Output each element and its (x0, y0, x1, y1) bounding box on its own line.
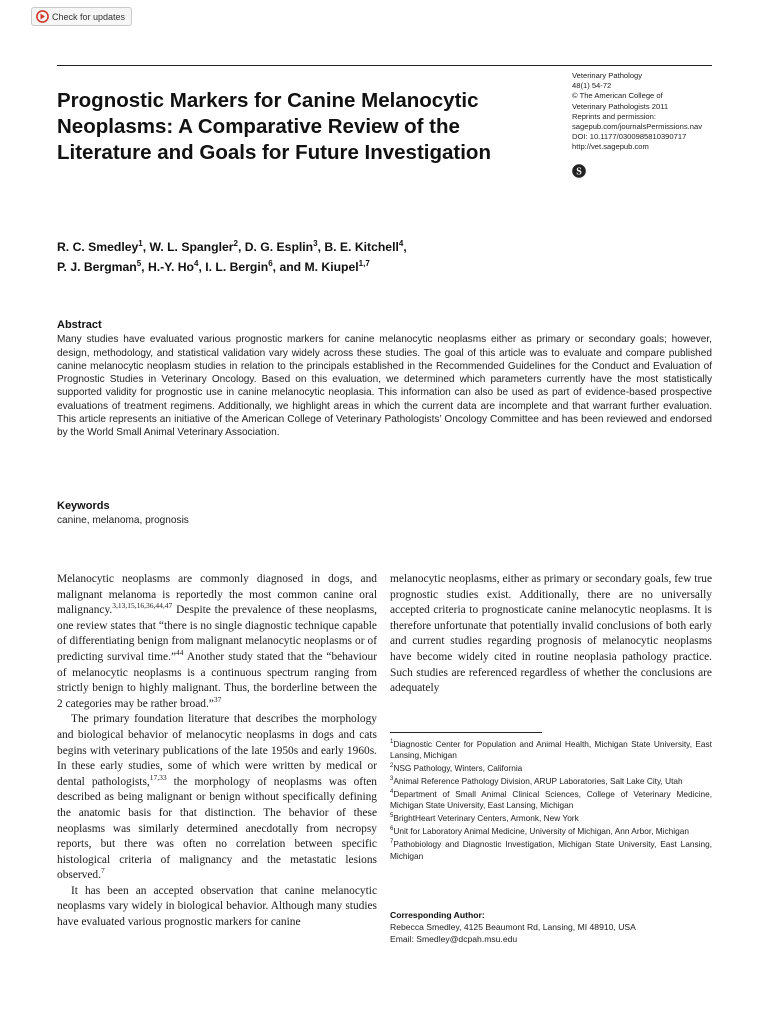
journal-info-line: 48(1) 54-72 (572, 81, 612, 91)
affiliations (390, 739, 712, 864)
author-name: H.-Y. Ho (147, 260, 194, 274)
body-text: Melanocytic neoplasms are commonly diagnosed in dogs, and malignant melanoma is reportedly the most common canine oral malignancy. (57, 573, 377, 617)
author-affiliation-mark: 5 (136, 258, 142, 268)
journal-info-line: DOI: 10.1177/0300985810390717 (572, 132, 687, 142)
author-name: B. E. Kitchell (324, 240, 399, 254)
journal-info-line: © The American College of (572, 91, 663, 101)
header-rule (57, 65, 712, 66)
citation-ref: 44 (176, 648, 184, 658)
body-paragraph (57, 712, 377, 884)
affiliation-number: 2 (390, 763, 394, 770)
abstract-text: Many studies have evaluated various prognostic markers for canine melanocytic neoplasms either as primary or secondary goals; however, design, methodology, and statistical validation vary widely across these studies. The goal of this article was to evaluate and compare published canine melanocytic neoplasm studies in relation to the principals established in the Recommended Guidelines for the Conduct and Evaluation of Prognostic Studies in Veterinary Oncology. Based on this evaluation, we determined which parameters currently have the most statistically supported validity for prognostic use in canine melanocytic neoplasia. This information can also be used as part of evidence-based prospective evaluations of treatment regimens. Additionally, we highlight areas in which the current data are incomplete and that warrant further evaluation. This article represents an initiative of the American College of Veterinary Pathologists’ Oncology Committee and has been reviewed and endorsed by the World Small Animal Veterinary Association. (57, 334, 712, 439)
sage-logo-icon (572, 164, 586, 183)
author-affiliation-mark: 4 (194, 258, 199, 268)
affiliation-number: 3 (390, 776, 394, 783)
affiliation (390, 826, 712, 837)
author-separator: , (141, 260, 148, 274)
author-separator: , (403, 240, 407, 254)
affiliation-number: 4 (390, 789, 394, 796)
corresponding-line: Rebecca Smedley, 4125 Beaumont Rd, Lansing, MI 48910, USA (390, 922, 636, 932)
author-separator: , (142, 240, 150, 254)
article-title: Prognostic Markers for Canine Melanocytic Neoplasms: A Comparative Review of the Literature and Goals for Future Investigation (57, 89, 491, 164)
check-updates-icon (36, 10, 49, 23)
author-affiliation-mark: 3 (313, 238, 318, 248)
affiliation (390, 776, 712, 787)
affiliation-number: 6 (390, 826, 394, 833)
body-text: melanocytic neoplasms, either as primary or secondary goals, few true prognostic studies exist. Additionally, there are no universally accepted criteria to prognosticate canine melanocytic neoplasms. It is therefore unfortunate that potentially invalid conclusions of both early and current studies regarding prognosis of melanocytic neoplasms have become widely cited in routine neoplasia pathology practice. Such studies are referenced regardless of whether the conclusions are adequately (390, 573, 712, 695)
body-text: It has been an accepted observation that canine melanocytic neoplasms vary widely in biological behavior. Although many studies have evaluated various prognostic markers for canine (57, 884, 377, 929)
author-affiliation-mark: 1 (138, 238, 143, 248)
affiliation-text: Diagnostic Center for Population and Animal Health, Michigan State University, East Lansing, Michigan (390, 739, 712, 761)
affiliation-text: Unit for Laboratory Animal Medicine, University of Michigan, Ann Arbor, Michigan (393, 826, 689, 837)
affiliation (390, 763, 712, 774)
author-name: W. L. Spangler (149, 240, 234, 254)
check-updates-label: Check for updates (52, 11, 126, 22)
check-for-updates-button[interactable] (31, 7, 132, 26)
abstract-section (57, 319, 712, 440)
author-separator: , (317, 240, 325, 254)
affiliation-number: 5 (390, 813, 394, 820)
citation-ref: 17,33 (149, 772, 167, 782)
journal-info (572, 71, 722, 153)
author-separator: , (198, 260, 206, 274)
body-paragraph (57, 572, 377, 712)
affiliation-number: 7 (390, 839, 394, 846)
affiliation (390, 739, 712, 761)
affiliation-text: Pathobiology and Diagnostic Investigation, Michigan State University, East Lansing, Michigan (390, 839, 712, 861)
affiliation-text: BrightHeart Veterinary Centers, Armonk, New York (393, 813, 579, 824)
abstract-heading: Abstract (57, 319, 102, 331)
corresponding-heading: Corresponding Author: (390, 910, 485, 920)
author-name: M. Kiupel (304, 260, 359, 274)
citation-ref: 7 (100, 866, 105, 876)
author-separator: , and (272, 260, 305, 274)
journal-info-line: Reprints and permission: (572, 111, 656, 121)
corresponding-line: Email: Smedley@dcpah.msu.edu (390, 934, 518, 944)
affiliation-text: Animal Reference Pathology Division, ARUP Laboratories, Salt Lake City, Utah (393, 776, 683, 787)
author-separator: , (237, 240, 245, 254)
corresponding-author (390, 909, 712, 945)
author-affiliation-mark: 6 (268, 258, 273, 268)
affiliation-text: Department of Small Animal Clinical Sciences, College of Veterinary Medicine, Michigan State University, East Lansing, Michigan (390, 789, 712, 811)
author-affiliation-mark: 2 (233, 238, 238, 248)
body-text: the morphology of neoplasms was often described as being malignant or benign without specifically defining the anatomic basis for that distinction. The behavior of these neoplasms was similarly determined anecdotally from necropsy reports, but there was often no correlation between specific histological criteria of malignancy and the metastatic lesions observed. (57, 775, 377, 882)
affiliation (390, 813, 712, 824)
author-name: D. G. Esplin (244, 240, 314, 254)
author-list (57, 237, 577, 277)
author-affiliation-mark: 1,7 (358, 258, 370, 268)
affiliation-number: 1 (390, 739, 394, 746)
author-name: P. J. Bergman (57, 260, 137, 274)
body-text: Another study stated that the “behaviour of melanocytic neoplasms is a continuous spectrum ranging from strictly benign to highly malignant. Thus, the borderline between the 2 categories may be rather broad.” (57, 650, 377, 710)
journal-info-line: Veterinary Pathology (572, 71, 643, 80)
keywords-section (57, 499, 357, 528)
footnote-rule (390, 732, 542, 733)
journal-info-line: Veterinary Pathologists 2011 (572, 101, 669, 111)
keywords-text: canine, melanoma, prognosis (57, 515, 189, 526)
body-text: Despite the prevalence of these neoplasms, one review states that “there is no single diagnostic technique capable of differentiating benign from malignant melanocytic neoplasms or of predicting survival time.” (57, 604, 377, 663)
body-column-left (57, 572, 377, 931)
affiliation (390, 839, 712, 861)
body-paragraph (57, 884, 377, 931)
journal-info-line: http://vet.sagepub.com (572, 142, 649, 152)
body-column-right (390, 572, 712, 697)
body-paragraph (390, 572, 712, 697)
affiliation (390, 789, 712, 811)
citation-ref: 3,13,15,16,36,44,47 (112, 601, 173, 611)
affiliation-text: NSG Pathology, Winters, California (393, 763, 523, 774)
svg-text:S: S (576, 166, 582, 178)
author-name: R. C. Smedley (57, 240, 139, 254)
citation-ref: 37 (213, 694, 222, 704)
keywords-heading: Keywords (57, 500, 110, 512)
journal-info-line: sagepub.com/journalsPermissions.nav (572, 122, 703, 132)
author-name: I. L. Bergin (205, 260, 269, 274)
body-text: The primary foundation literature that describes the morphology and biological behavior of melanocytic neoplasms in dogs and cats begins with veterinary publications of the late 1950s and early 1960s. In these early studies, some of which were written by medical or dental pathologists, (57, 713, 377, 788)
author-affiliation-mark: 4 (398, 238, 404, 248)
